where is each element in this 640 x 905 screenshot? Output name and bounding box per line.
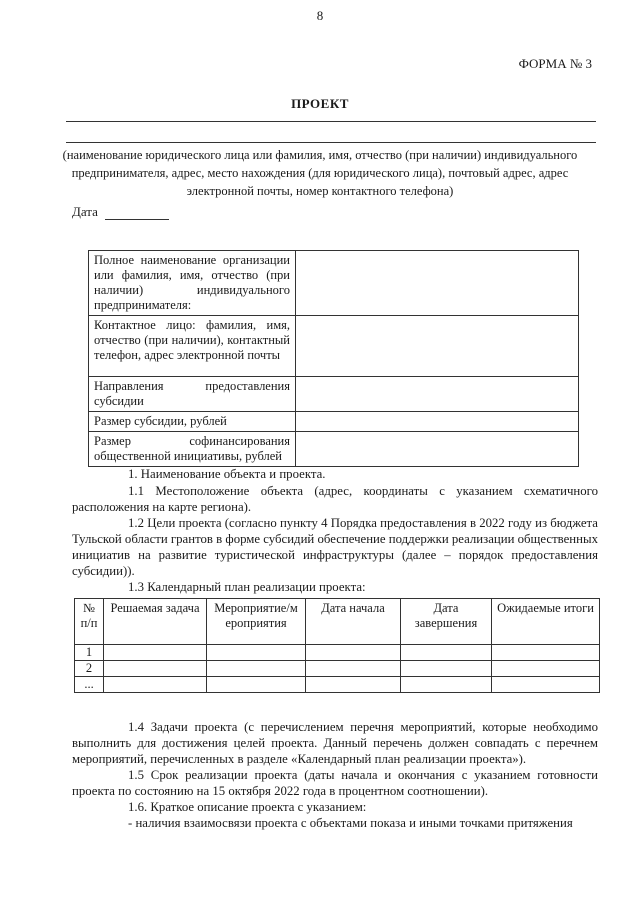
info-value[interactable] <box>296 316 579 377</box>
plan-cell[interactable] <box>401 645 492 661</box>
info-row <box>89 432 579 467</box>
col-header-end: Дата завершения <box>401 599 492 645</box>
info-row <box>89 412 579 432</box>
section-1-4: 1.4 Задачи проекта (с перечислением перечня мероприятий, которые необходимо выполнить для достижения целей проекта. Данный перечень должен совпадать с перечнем мероприятий, перечисленных в разделе «Календарный план реализации проекта»). <box>72 720 598 766</box>
info-label: Размер софинансирования общественной инициативы, рублей <box>89 432 296 467</box>
info-row <box>89 377 579 412</box>
col-header-results: Ожидаемые итоги <box>492 599 600 645</box>
plan-cell[interactable] <box>207 677 306 693</box>
info-label: Размер субсидии, рублей <box>89 412 296 432</box>
info-value[interactable] <box>296 251 579 316</box>
info-row <box>89 316 579 377</box>
section-1-5: 1.5 Срок реализации проекта (даты начала и окончания с указанием готовности проекта по состоянию на 15 октября 2022 года в процентном соотношении). <box>72 768 598 798</box>
plan-cell[interactable] <box>492 677 600 693</box>
col-header-start: Дата начала <box>306 599 401 645</box>
plan-table <box>74 598 600 693</box>
date-label: Дата <box>72 204 98 219</box>
col-header-activity: Мероприятие/м ероприятия <box>207 599 306 645</box>
plan-header-row <box>75 599 600 645</box>
plan-cell[interactable] <box>207 661 306 677</box>
section-1: 1. Наименование объекта и проекта. <box>128 467 326 481</box>
info-label: Контактное лицо: фамилия, имя, отчество (при наличии), контактный телефон, адрес электронной почты <box>89 316 296 377</box>
plan-cell: ... <box>75 677 104 693</box>
form-label: ФОРМА № 3 <box>518 56 592 71</box>
plan-cell[interactable] <box>207 645 306 661</box>
section-1-1: 1.1 Местоположение объекта (адрес, координаты с указанием схематичного расположения на карте региона). <box>72 484 598 514</box>
info-value[interactable] <box>296 377 579 412</box>
section-1-3: 1.3 Календарный план реализации проекта: <box>128 580 366 594</box>
info-value[interactable] <box>296 412 579 432</box>
plan-cell[interactable] <box>104 677 207 693</box>
plan-row <box>75 645 600 661</box>
col-header-task: Решаемая задача <box>104 599 207 645</box>
info-label: Полное наименование организации или фамилия, имя, отчество (при наличии) индивидуального предпринимателя: <box>89 251 296 316</box>
plan-row <box>75 661 600 677</box>
col-header-num: № п/п <box>75 599 104 645</box>
plan-cell: 2 <box>75 661 104 677</box>
plan-cell[interactable] <box>104 645 207 661</box>
applicant-line <box>66 121 596 122</box>
date-field <box>72 204 169 220</box>
section-1-2: 1.2 Цели проекта (согласно пункту 4 Порядка предоставления в 2022 году из бюджета Тульской области грантов в форме субсидий обеспечение поддержки реализации общественных инициатив на развитие туристической инфраструктуры (далее – порядок предоставления субсидии)). <box>72 516 598 578</box>
section-1-6: 1.6. Краткое описание проекта с указанием: <box>128 800 367 814</box>
info-label: Направления предоставления субсидии <box>89 377 296 412</box>
section-1-6-item: - наличия взаимосвязи проекта с объектами показа и иными точками притяжения <box>128 816 573 830</box>
date-input-line[interactable] <box>105 207 169 220</box>
plan-cell[interactable] <box>306 645 401 661</box>
plan-cell[interactable] <box>492 645 600 661</box>
plan-cell: 1 <box>75 645 104 661</box>
plan-cell[interactable] <box>306 661 401 677</box>
page-number: 8 <box>316 8 324 23</box>
plan-cell[interactable] <box>492 661 600 677</box>
plan-cell[interactable] <box>306 677 401 693</box>
info-value[interactable] <box>296 432 579 467</box>
applicant-line-2 <box>66 142 596 143</box>
info-row <box>89 251 579 316</box>
plan-cell[interactable] <box>401 661 492 677</box>
info-table <box>88 250 579 467</box>
plan-cell[interactable] <box>401 677 492 693</box>
document-title: ПРОЕКТ <box>291 96 349 111</box>
plan-cell[interactable] <box>104 661 207 677</box>
applicant-hint: (наименование юридического лица или фамилия, имя, отчество (при наличии) индивидуального предпринимателя, адрес, место нахождения (для юридического лица), почтовый адрес, адрес электронной почты, номер контактного телефона) <box>62 148 578 198</box>
plan-row <box>75 677 600 693</box>
